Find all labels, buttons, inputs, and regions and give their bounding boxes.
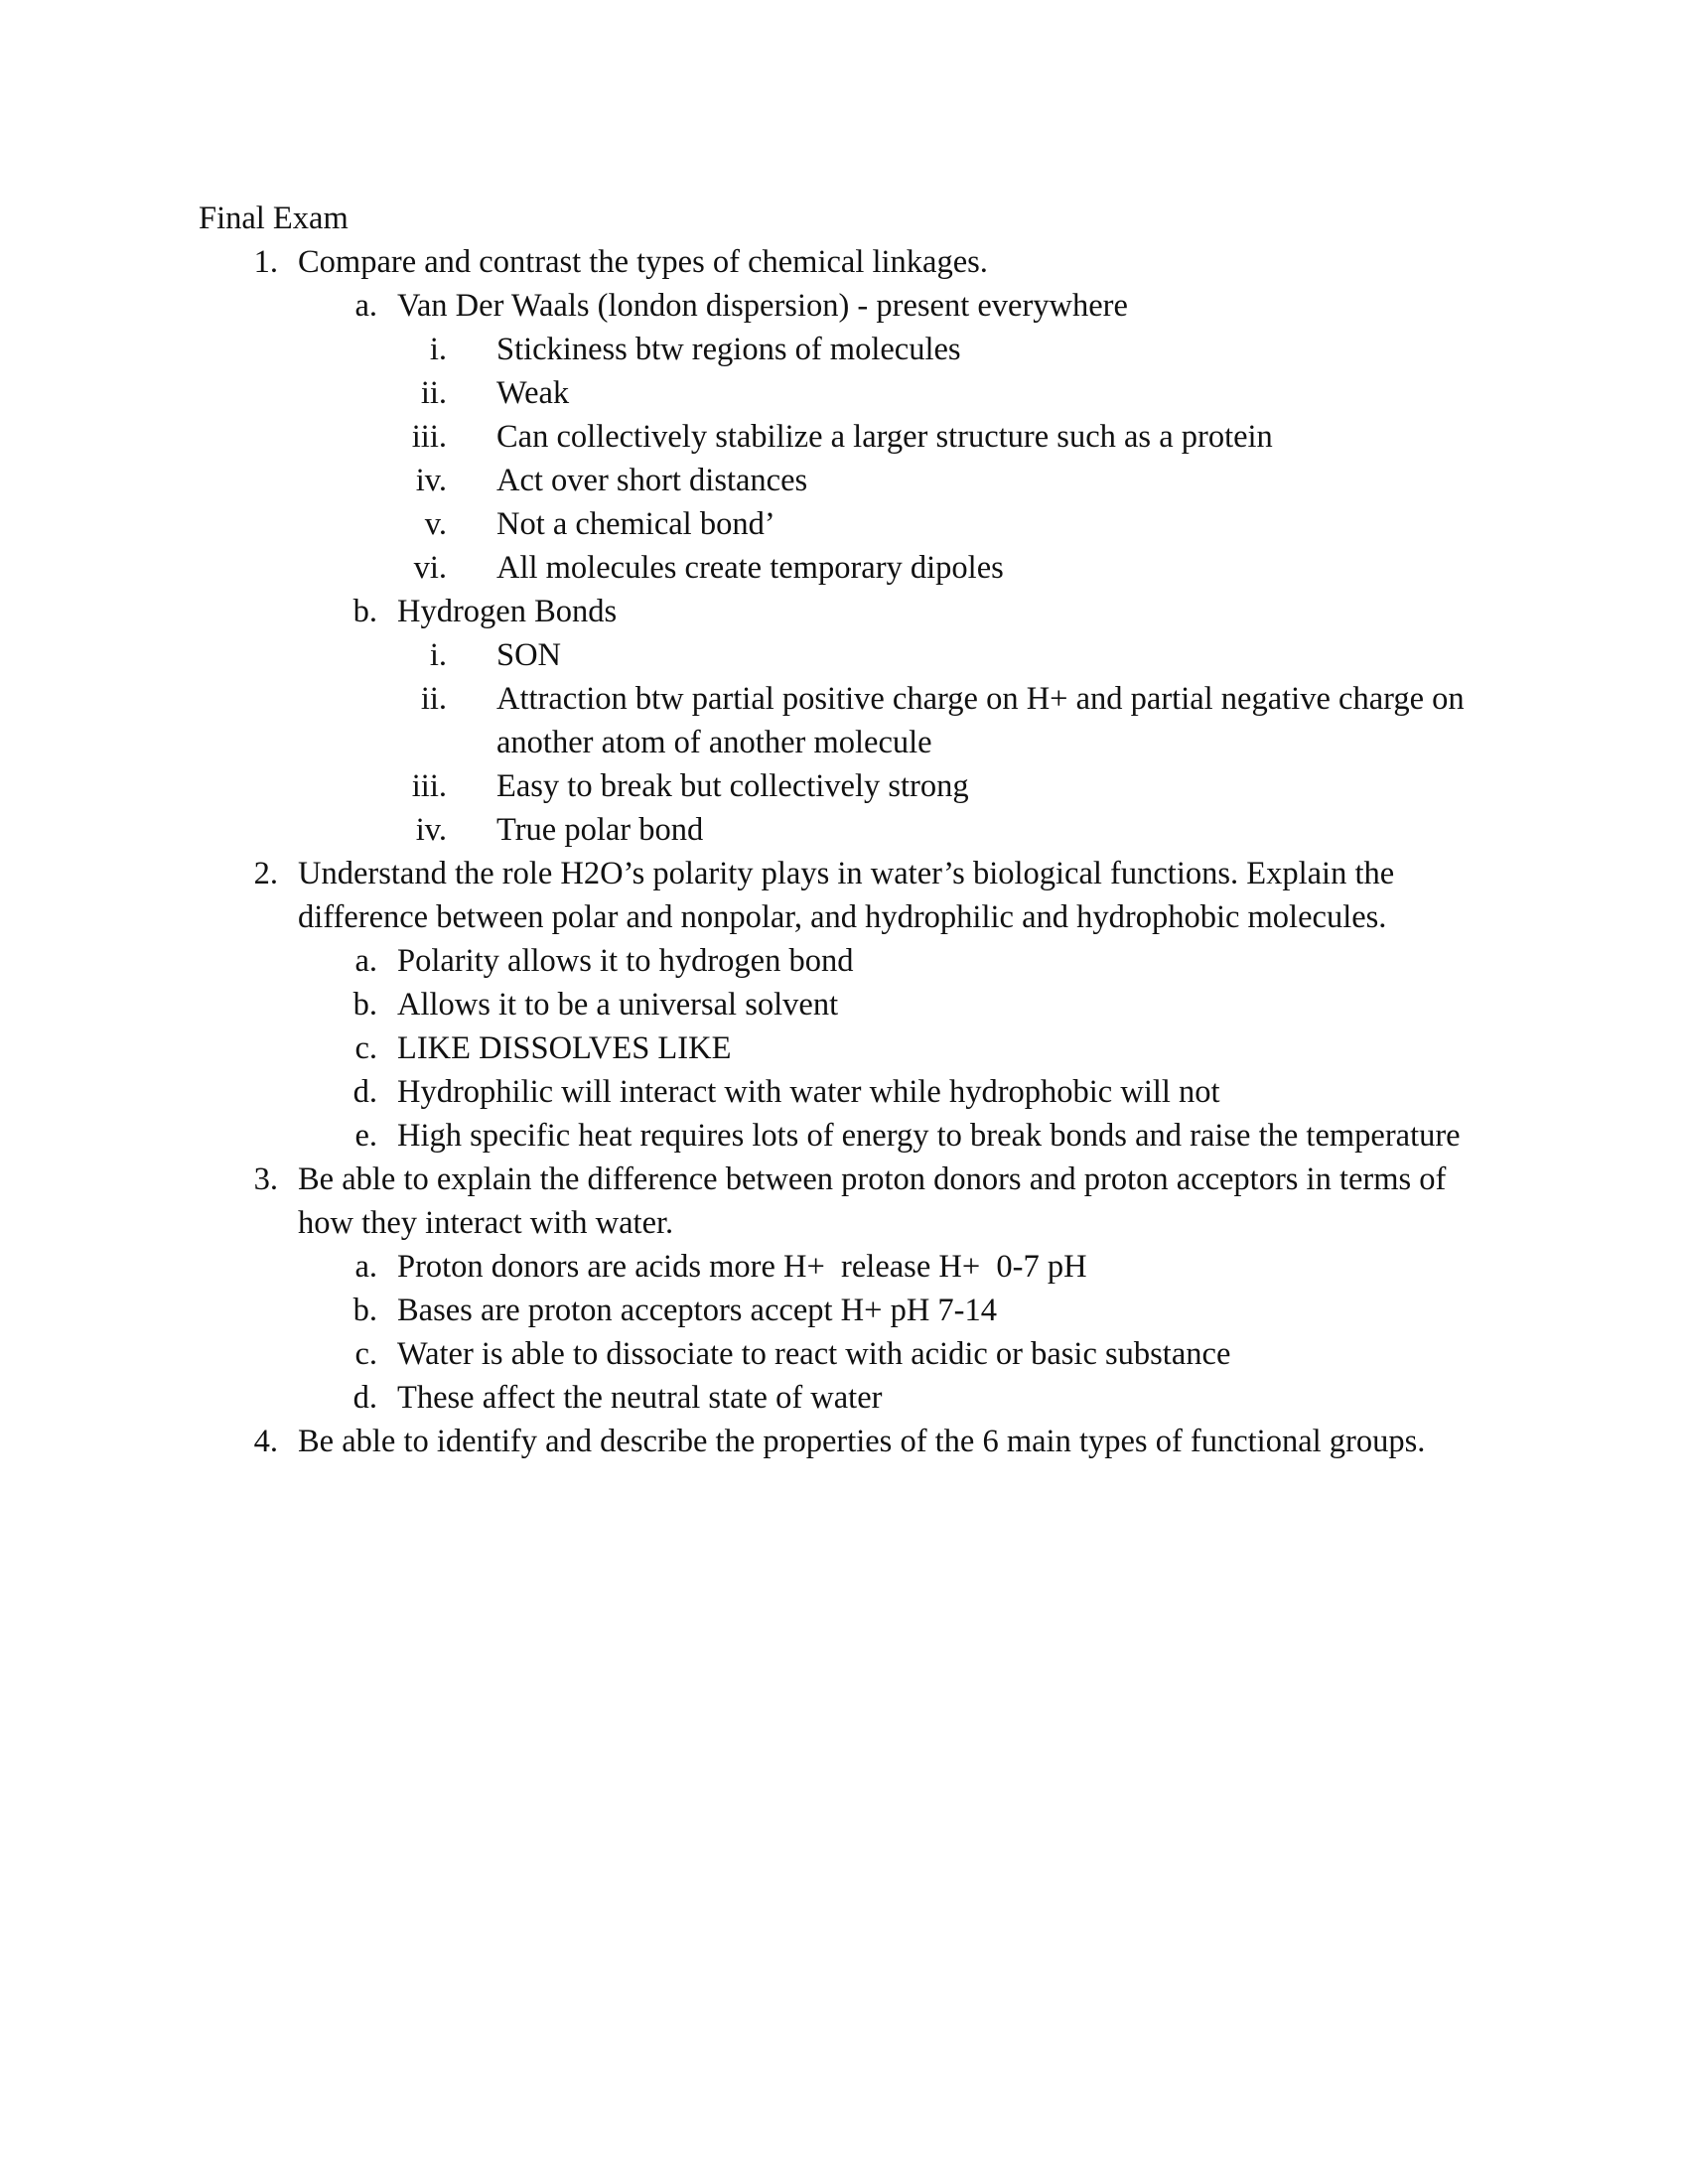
list-item-text: Bases are proton acceptors accept H+ pH 7-14 <box>397 1293 997 1328</box>
list-marker: b. <box>352 987 377 1023</box>
list-marker: c. <box>354 1030 377 1066</box>
list-item-text: True polar bond <box>496 812 704 848</box>
list-item <box>199 1289 1509 1332</box>
list-item <box>199 371 1509 415</box>
list-marker: iv. <box>415 463 447 498</box>
question-3 <box>199 1158 1509 1245</box>
list-item <box>199 1376 1509 1420</box>
list-item <box>199 633 1509 677</box>
question-4 <box>199 1420 1509 1463</box>
list-marker: iii. <box>411 768 447 804</box>
question-text: Understand the role H2O’s polarity plays in water’s biological functions. Explain the difference between polar and nonpolar, and hydrophilic and hydrophobic molecules. <box>298 856 1395 935</box>
list-marker: d. <box>352 1380 377 1416</box>
list-item-text: Proton donors are acids more H+ release H+ 0-7 pH <box>397 1249 1087 1285</box>
list-item <box>199 1245 1509 1289</box>
list-marker: a. <box>354 1249 377 1285</box>
question-number: 3. <box>253 1161 278 1197</box>
list-item <box>199 939 1509 983</box>
question-number: 1. <box>253 244 278 280</box>
list-marker: ii. <box>420 375 447 411</box>
list-item <box>199 1070 1509 1114</box>
list-item-text: High specific heat requires lots of energy to break bonds and raise the temperature <box>397 1118 1461 1154</box>
list-marker: v. <box>424 506 447 542</box>
list-item-text: Can collectively stabilize a larger structure such as a protein <box>496 419 1273 455</box>
list-item <box>199 677 1509 764</box>
list-marker: iv. <box>415 812 447 848</box>
list-item-text: Water is able to dissociate to react with acidic or basic substance <box>397 1336 1231 1372</box>
list-marker: i. <box>429 637 447 673</box>
list-marker: i. <box>429 332 447 367</box>
document-body <box>199 197 1509 1463</box>
question-text: Be able to identify and describe the properties of the 6 main types of functional groups. <box>298 1424 1426 1459</box>
list-item <box>199 415 1509 459</box>
list-item-text: All molecules create temporary dipoles <box>496 550 1004 586</box>
question-number: 2. <box>253 856 278 891</box>
list-item <box>199 808 1509 852</box>
list-item-text: Allows it to be a universal solvent <box>397 987 839 1023</box>
list-item <box>199 328 1509 371</box>
document-title: Final Exam <box>199 201 349 236</box>
list-item <box>199 983 1509 1026</box>
list-item-text: SON <box>496 637 562 673</box>
question-text: Compare and contrast the types of chemical linkages. <box>298 244 988 280</box>
list-item <box>199 546 1509 590</box>
list-item <box>199 284 1509 328</box>
list-item <box>199 590 1509 633</box>
question-text: Be able to explain the difference between proton donors and proton acceptors in terms of how they interact with water. <box>298 1161 1447 1241</box>
list-marker: d. <box>352 1074 377 1110</box>
list-marker: a. <box>354 288 377 324</box>
list-marker: b. <box>352 594 377 629</box>
list-marker: e. <box>354 1118 377 1154</box>
list-item-text: Stickiness btw regions of molecules <box>496 332 961 367</box>
list-item-text: Act over short distances <box>496 463 808 498</box>
list-marker: vi. <box>413 550 447 586</box>
list-marker: a. <box>354 943 377 979</box>
list-item <box>199 459 1509 502</box>
list-item-text: These affect the neutral state of water <box>397 1380 883 1416</box>
list-item <box>199 1332 1509 1376</box>
list-item-text: Hydrophilic will interact with water while hydrophobic will not <box>397 1074 1220 1110</box>
list-marker: c. <box>354 1336 377 1372</box>
list-item <box>199 1026 1509 1070</box>
list-item <box>199 1114 1509 1158</box>
question-2 <box>199 852 1509 939</box>
list-marker: iii. <box>411 419 447 455</box>
list-item <box>199 764 1509 808</box>
list-item-text: LIKE DISSOLVES LIKE <box>397 1030 732 1066</box>
list-item-text: Van Der Waals (london dispersion) - present everywhere <box>397 288 1128 324</box>
list-item-text: Easy to break but collectively strong <box>496 768 969 804</box>
list-item-text: Not a chemical bond’ <box>496 506 775 542</box>
list-item <box>199 502 1509 546</box>
list-item-text: Attraction btw partial positive charge on H+ and partial negative charge on another atom of another molecule <box>496 681 1465 760</box>
list-item-text: Hydrogen Bonds <box>397 594 618 629</box>
list-item-text: Polarity allows it to hydrogen bond <box>397 943 854 979</box>
list-marker: ii. <box>420 681 447 717</box>
question-number: 4. <box>253 1424 278 1459</box>
list-item-text: Weak <box>496 375 570 411</box>
list-marker: b. <box>352 1293 377 1328</box>
question-1 <box>199 240 1509 284</box>
